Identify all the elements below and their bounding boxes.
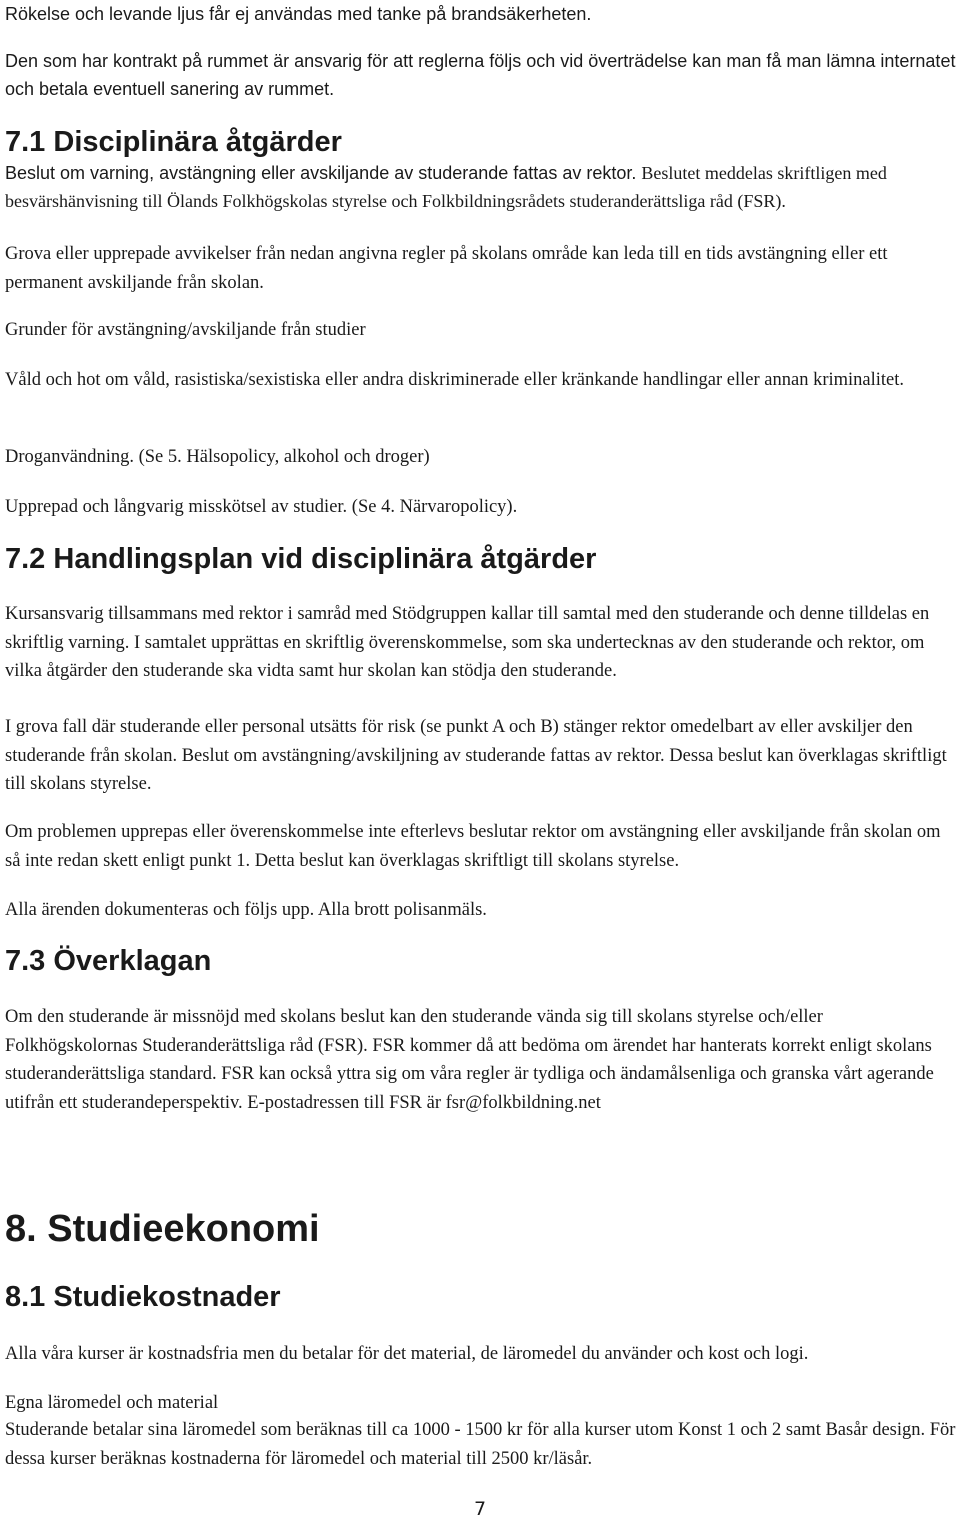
section-7-1-ground-violence: Våld och hot om våld, rasistiska/sexistiska eller andra diskriminerade eller kränkande handlingar eller annan kriminalitet. (5, 370, 905, 390)
section-7-2-heading: 7.2 Handlingsplan vid disciplinära åtgärder (5, 543, 597, 575)
section-8-1-materials-title: Egna läromedel och material (5, 1393, 219, 1413)
section-7-2-paragraph-1: Kursansvarig tillsammans med rektor i samråd med Stödgruppen kallar till samtal med den studerande och denne tilldelas en skriftlig varning. I samtalet upprättas en skriftlig överenskommelse, som ska undertecknas av den studerande och rektor, om vilka åtgärder den studerande ska vidta samt hur skolan kan stödja den studerande. (5, 604, 930, 681)
section-7-1-grounds-title: Grunder för avstängning/avskiljande från studier (5, 320, 366, 340)
section-7-2-paragraph-4: Alla ärenden dokumenteras och följs upp. Alla brott polisanmäls. (5, 900, 487, 920)
section-7-2-paragraph-3: Om problemen upprepas eller överenskommelse inte efterlevs beslutar rektor om avstängning eller avskiljande från skolan om så inte redan skett enligt punkt 1. Detta beslut kan överklagas skriftligt till skolans styrelse. (5, 822, 941, 871)
notification-sentence: Beslutet meddelas skriftligen med besvärshänvisning till Ölands Folkhögskolas styrelse och Folkbildningsrådets studeranderättsliga råd (FSR). (5, 163, 887, 211)
section-7-1-paragraph-1 (5, 159, 960, 215)
section-7-1-heading: 7.1 Disciplinära åtgärder (5, 126, 342, 158)
section-7-2-paragraph-2: I grova fall där studerande eller personal utsätts för risk (se punkt A och B) stänger rektor omedelbart av eller avskiljer den studerande från skolan. Beslut om avstängning/avskiljning av studerande fattas av rektor. Dessa beslut kan överklagas skriftligt till skolans styrelse. (5, 717, 947, 794)
section-8-1-paragraph-1: Alla våra kurser är kostnadsfria men du betalar för det material, de läromedel du använder och kost och logi. (5, 1344, 809, 1364)
section-8-1-heading: 8.1 Studiekostnader (5, 1281, 281, 1313)
section-7-3-heading: 7.3 Överklagan (5, 945, 212, 977)
section-7-3-paragraph-1: Om den studerande är missnöjd med skolans beslut kan den studerande vända sig till skolans styrelse och/eller Folkhögskolornas Studeranderättsliga råd (FSR). FSR kommer då att bedöma om ärendet har hanterats korrekt enligt skolans studeranderättsliga standard. FSR kan också yttra sig om våra regler är tydliga och ändamålsenliga och granska vårt agerande utifrån ett studerandeperspektiv. E-postadressen till FSR är fsr@folkbildning.net (5, 1007, 934, 1113)
decision-sentence: Beslut om varning, avstängning eller avskiljande av studerande fattas av rektor. (5, 163, 637, 183)
page-number: 7 (473, 1498, 487, 1520)
section-8-heading: 8. Studieekonomi (5, 1208, 320, 1250)
section-7-1-paragraph-2: Grova eller upprepade avvikelser från nedan angivna regler på skolans område kan leda till en tids avstängning eller ett permanent avskiljande från skolan. (5, 244, 888, 293)
section-7-1-ground-drugs: Droganvändning. (Se 5. Hälsopolicy, alkohol och droger) (5, 447, 430, 467)
intro-paragraph-2: Den som har kontrakt på rummet är ansvarig för att reglerna följs och vid överträdelse kan man få man lämna internatet och betala eventuell sanering av rummet. (5, 51, 956, 99)
section-7-1-ground-neglect: Upprepad och långvarig misskötsel av studier. (Se 4. Närvaropolicy). (5, 497, 518, 517)
section-8-1-materials-body: Studerande betalar sina läromedel som beräknas till ca 1000 - 1500 kr för alla kurser utom Konst 1 och 2 samt Basår design. För dessa kurser beräknas kostnaderna för läromedel och material till 2500 kr/läsår. (5, 1420, 956, 1469)
intro-paragraph-1: Rökelse och levande ljus får ej användas med tanke på brandsäkerheten. (5, 4, 592, 24)
